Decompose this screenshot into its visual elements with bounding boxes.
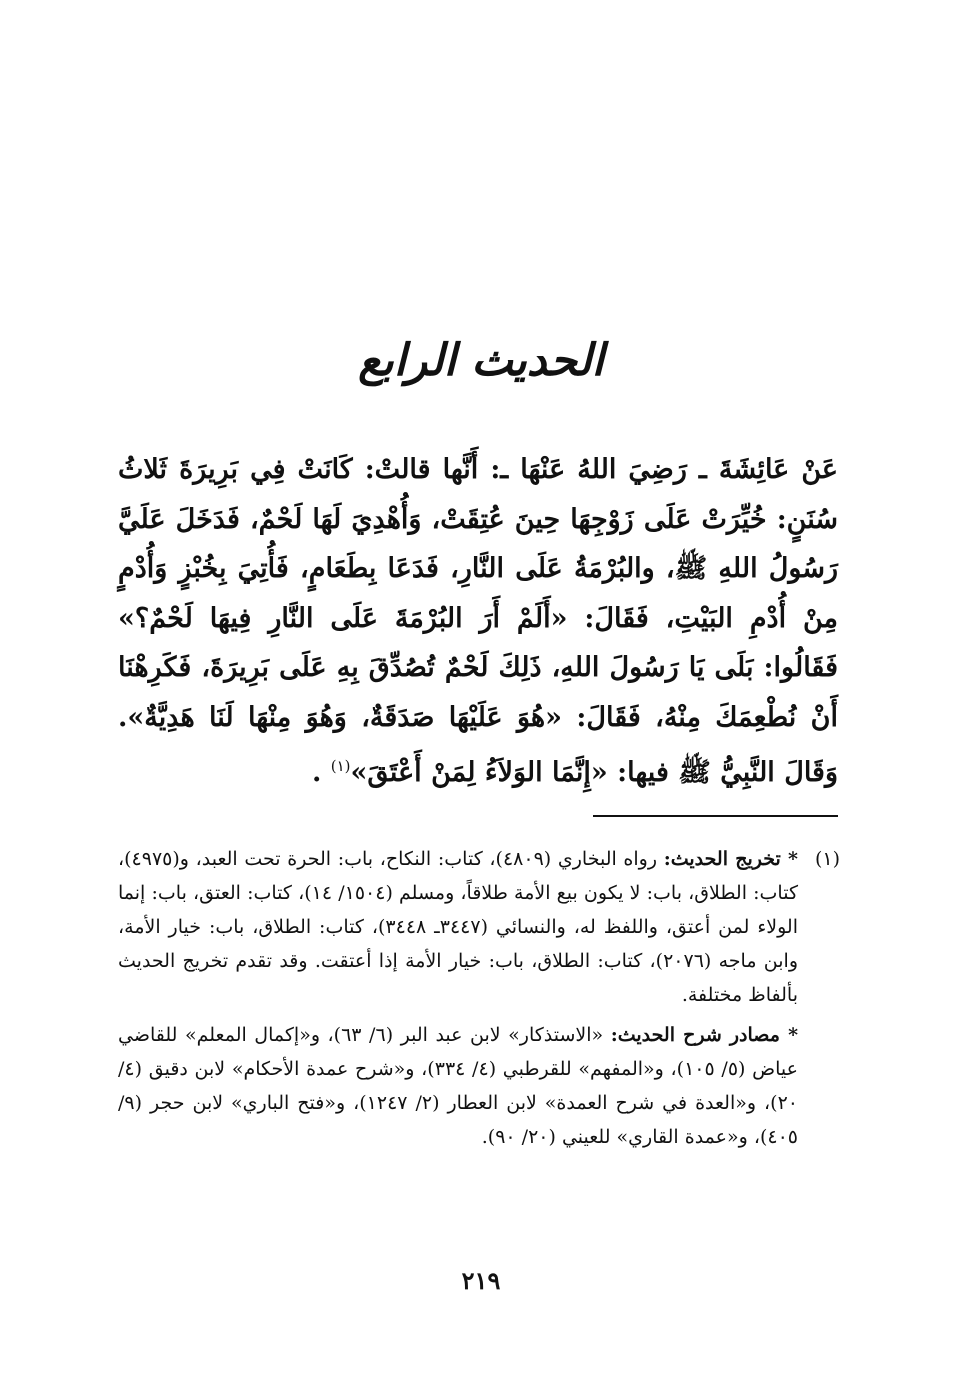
footnote-block	[118, 842, 840, 1160]
sources-text: «الاستذكار» لابن عبد البر (٦/ ٦٣)، و«إكمال المعلم» للقاضي عياض (٥/ ١٠٥)، و«المفهم» للقرطبي (٤/ ٣٣٤)، و«شرح عمدة الأحكام» لابن دقيق (٤/ ٢٠)، و«العدة في شرح العمدة» لابن العطار (٢/ ١٢٤٧)، و«فتح الباري» لابن حجر (٩/ ٤٠٥)، و«عمدة القاري» للعيني (٢٠/ ٩٠).	[118, 1024, 798, 1148]
takhrij-label: * تخريج الحديث:	[663, 848, 798, 870]
footnote-number: (١)	[814, 848, 840, 870]
takhrij-text: رواه البخاري (٤٨٠٩)، كتاب: النكاح، باب: الحرة تحت العبد، و(٤٩٧٥)، كتاب: الطلاق، باب: لا يكون بيع الأمة طلاقاً، ومسلم (١٥٠٤/ ١٤)، كتاب: العتق، باب: إنما الولاء لمن أعتق، واللفظ له، والنسائي (٣٤٤٧ـ ٣٤٤٨)، كتاب: الطلاق، باب: خيار الأمة، وابن ماجه (٢٠٧٦)، كتاب: الطلاق، باب: خيار الأمة إذا أعتقت. وقد تقدم تخريج الحديث بألفاظ مختلفة.	[118, 848, 798, 1006]
takhrij-paragraph	[118, 842, 798, 1012]
sources-label: * مصادر شرح الحديث:	[610, 1024, 799, 1046]
footnote-marker[interactable]: (١)	[330, 757, 351, 775]
hadith-text-block	[118, 445, 838, 798]
chapter-title: الحديث الرابع	[358, 335, 604, 386]
footnote-row	[118, 842, 840, 1160]
footnote-content	[118, 842, 798, 1160]
page-number: ٢١٩	[461, 1266, 501, 1295]
hadith-end: .	[311, 757, 322, 788]
footnote-separator	[593, 815, 838, 817]
sources-paragraph	[118, 1018, 798, 1154]
hadith-text: عَنْ عَائِشَةَ ـ رَضِيَ اللهُ عَنْهَا ـ: أَنَّها قالتْ: كَانَتْ فِي بَرِيرَةَ ثَلاثُ سُنَنٍ: خُيِّرَتْ عَلَى زَوْجِهَا حِينَ عُتِقَتْ، وَأُهْدِيَ لَهَا لَحْمٌ، فَدَخَلَ عَلَيَّ رَسُولُ اللهِ ﷺ، والبُرْمَةُ عَلَى النَّارِ، فَدَعَا بِطَعَامٍ، فَأُتِيَ بِخُبْزٍ وَأُدْمٍ مِنْ أُدْمِ البَيْتِ، فَقَالَ: «أَلَمْ أَرَ البُرْمَةَ عَلَى النَّارِ فِيهَا لَحْمٌ؟» فَقَالُوا: بَلَى يَا رَسُولَ اللهِ، ذَلِكَ لَحْمٌ تُصُدِّقَ بِهِ عَلَى بَرِيرَةَ، فَكَرِهْنَا أَنْ نُطْعِمَكَ مِنْهُ، فَقَالَ: «هُوَ عَلَيْهَا صَدَقَةٌ، وَهُوَ مِنْهَا لَنَا هَدِيَّةٌ». وَقَالَ النَّبِيُّ ﷺ فيها: «إِنَّمَا الوَلاَءُ لِمَنْ أَعْتَقَ»	[118, 454, 838, 788]
